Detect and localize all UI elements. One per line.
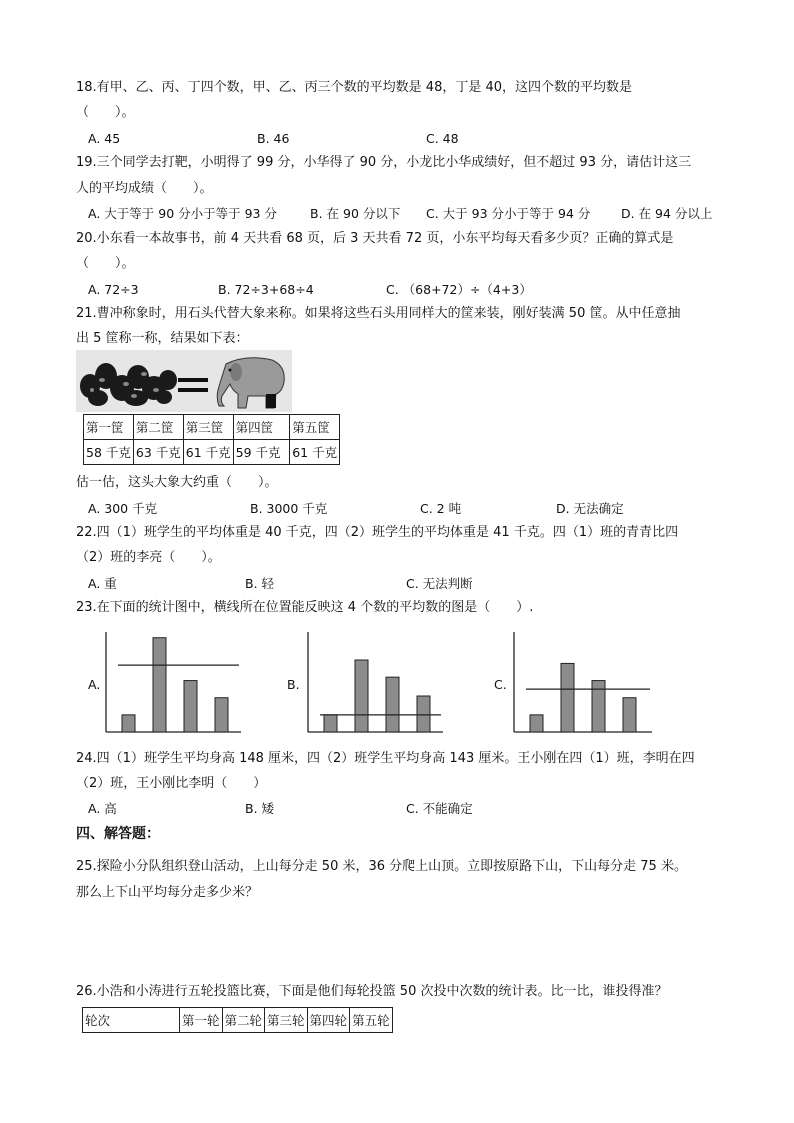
q23-line1: 23.在下面的统计图中，横线所在位置能反映这 4 个数的平均数的图是（ ）. xyxy=(76,600,534,615)
section-heading: 四、解答题： xyxy=(76,826,160,842)
q22-option-c: C. 无法判断 xyxy=(406,576,473,591)
q19-line2: 人的平均成绩（ ）。 xyxy=(76,181,213,196)
table-header-cell: 第三筐 xyxy=(183,415,233,440)
q19-option-c: C. 大于 93 分小于等于 94 分 xyxy=(426,206,591,221)
bar-chart-a xyxy=(104,632,249,734)
chart-c-bar xyxy=(530,715,543,732)
q22-option-a: A. 重 xyxy=(88,576,117,591)
q24-line1: 24.四（1）班学生平均身高 148 厘米，四（2）班学生平均身高 143 厘米。王小刚在四（1）班，李明在四 xyxy=(76,751,695,766)
q24-option-b: B. 矮 xyxy=(245,801,275,816)
chart-b-label: B. xyxy=(287,677,300,692)
q19-option-d: D. 在 94 分以上 xyxy=(621,206,713,221)
q22-line2: （2）班的李亮（ ）。 xyxy=(76,550,221,565)
bar-chart-c xyxy=(512,632,660,734)
table-header-cell: 第三轮 xyxy=(265,1008,308,1033)
q19-option-a: A. 大于等于 90 分小于等于 93 分 xyxy=(88,206,277,221)
q21-line2: 出 5 筐称一称，结果如下表： xyxy=(76,331,249,346)
chart-a-bar xyxy=(184,681,197,732)
q24-line2: （2）班，王小刚比李明（ ） xyxy=(76,776,267,791)
q26-line1: 26.小浩和小涛进行五轮投篮比赛，下面是他们每轮投篮 50 次投中次数的统计表。比一比，谁投得准？ xyxy=(76,984,668,999)
q24-option-a: A. 高 xyxy=(88,801,117,816)
table-header-cell: 第一筐 xyxy=(84,415,134,440)
basket-weight-table xyxy=(83,414,340,465)
chart-c-bar xyxy=(592,681,605,732)
q18-option-c: C. 48 xyxy=(426,131,459,146)
chart-a-label: A. xyxy=(88,677,101,692)
bar-chart-b xyxy=(306,632,451,734)
round-score-table xyxy=(82,1007,393,1033)
q21-line3: 估一估，这头大象大约重（ ）。 xyxy=(76,475,278,490)
chart-c-bar xyxy=(623,698,636,732)
q22-line1: 22.四（1）班学生的平均体重是 40 千克，四（2）班学生的平均体重是 41 千克。四（1）班的青青比四 xyxy=(76,525,679,540)
table-cell: 59 千克 xyxy=(233,440,290,465)
q21-option-a: A. 300 千克 xyxy=(88,501,158,516)
q20-option-a: A. 72÷3 xyxy=(88,282,139,297)
table-cell: 61 千克 xyxy=(183,440,233,465)
q21-option-b: B. 3000 千克 xyxy=(250,501,328,516)
table-header-cell: 第一轮 xyxy=(180,1008,223,1033)
chart-c-bar xyxy=(561,663,574,732)
table-header-cell: 第二筐 xyxy=(133,415,183,440)
table-cell: 63 千克 xyxy=(133,440,183,465)
q25-line2: 那么上下山平均每分走多少米？ xyxy=(76,885,259,900)
q19-option-b: B. 在 90 分以下 xyxy=(310,206,401,221)
q20-line2: （ ）。 xyxy=(76,256,135,271)
q20-option-b: B. 72÷3+68÷4 xyxy=(218,282,314,297)
q21-line1: 21.曹冲称象时，用石头代替大象来称。如果将这些石头用同样大的筐来装，刚好装满 50 筐。从中任意抽 xyxy=(76,306,681,321)
chart-b-bar xyxy=(386,677,399,732)
chart-b-bar xyxy=(417,696,430,732)
chart-b-bar xyxy=(355,660,368,732)
table-cell: 58 千克 xyxy=(84,440,134,465)
q21-option-c: C. 2 吨 xyxy=(420,501,462,516)
table-header-cell: 第五轮 xyxy=(350,1008,393,1033)
q18-option-a: A. 45 xyxy=(88,131,121,146)
table-header-cell: 轮次 xyxy=(83,1008,180,1033)
chart-b-bar xyxy=(324,715,337,732)
q22-option-b: B. 轻 xyxy=(245,576,275,591)
q25-line1: 25.探险小分队组织登山活动，上山每分走 50 米，36 分爬上山顶。立即按原路下山，下山每分走 75 米。 xyxy=(76,859,687,874)
chart-c-label: C. xyxy=(494,677,507,692)
table-header-cell: 第五筐 xyxy=(290,415,340,440)
q21-option-d: D. 无法确定 xyxy=(556,501,624,516)
q20-option-c: C. （68+72）÷（4+3） xyxy=(386,282,532,297)
table-header-cell: 第二轮 xyxy=(222,1008,265,1033)
chart-a-bar xyxy=(153,638,166,732)
q18-line2: （ ）。 xyxy=(76,105,135,120)
stones-equals-elephant-illustration xyxy=(76,350,292,412)
table-cell: 61 千克 xyxy=(290,440,340,465)
q18-option-b: B. 46 xyxy=(257,131,290,146)
q24-option-c: C. 不能确定 xyxy=(406,801,473,816)
table-header-cell: 第四轮 xyxy=(307,1008,350,1033)
table-header-cell: 第四筐 xyxy=(233,415,290,440)
chart-a-bar xyxy=(122,715,135,732)
q18-line1: 18.有甲、乙、丙、丁四个数，甲、乙、丙三个数的平均数是 48，丁是 40，这四个数的平均数是 xyxy=(76,80,633,95)
q20-line1: 20.小东看一本故事书，前 4 天共看 68 页，后 3 天共看 72 页，小东平均每天看多少页？正确的算式是 xyxy=(76,231,674,246)
chart-a-bar xyxy=(215,698,228,732)
q19-line1: 19.三个同学去打靶，小明得了 99 分，小华得了 90 分，小龙比小华成绩好，但不超过 93 分，请估计这三 xyxy=(76,155,692,170)
